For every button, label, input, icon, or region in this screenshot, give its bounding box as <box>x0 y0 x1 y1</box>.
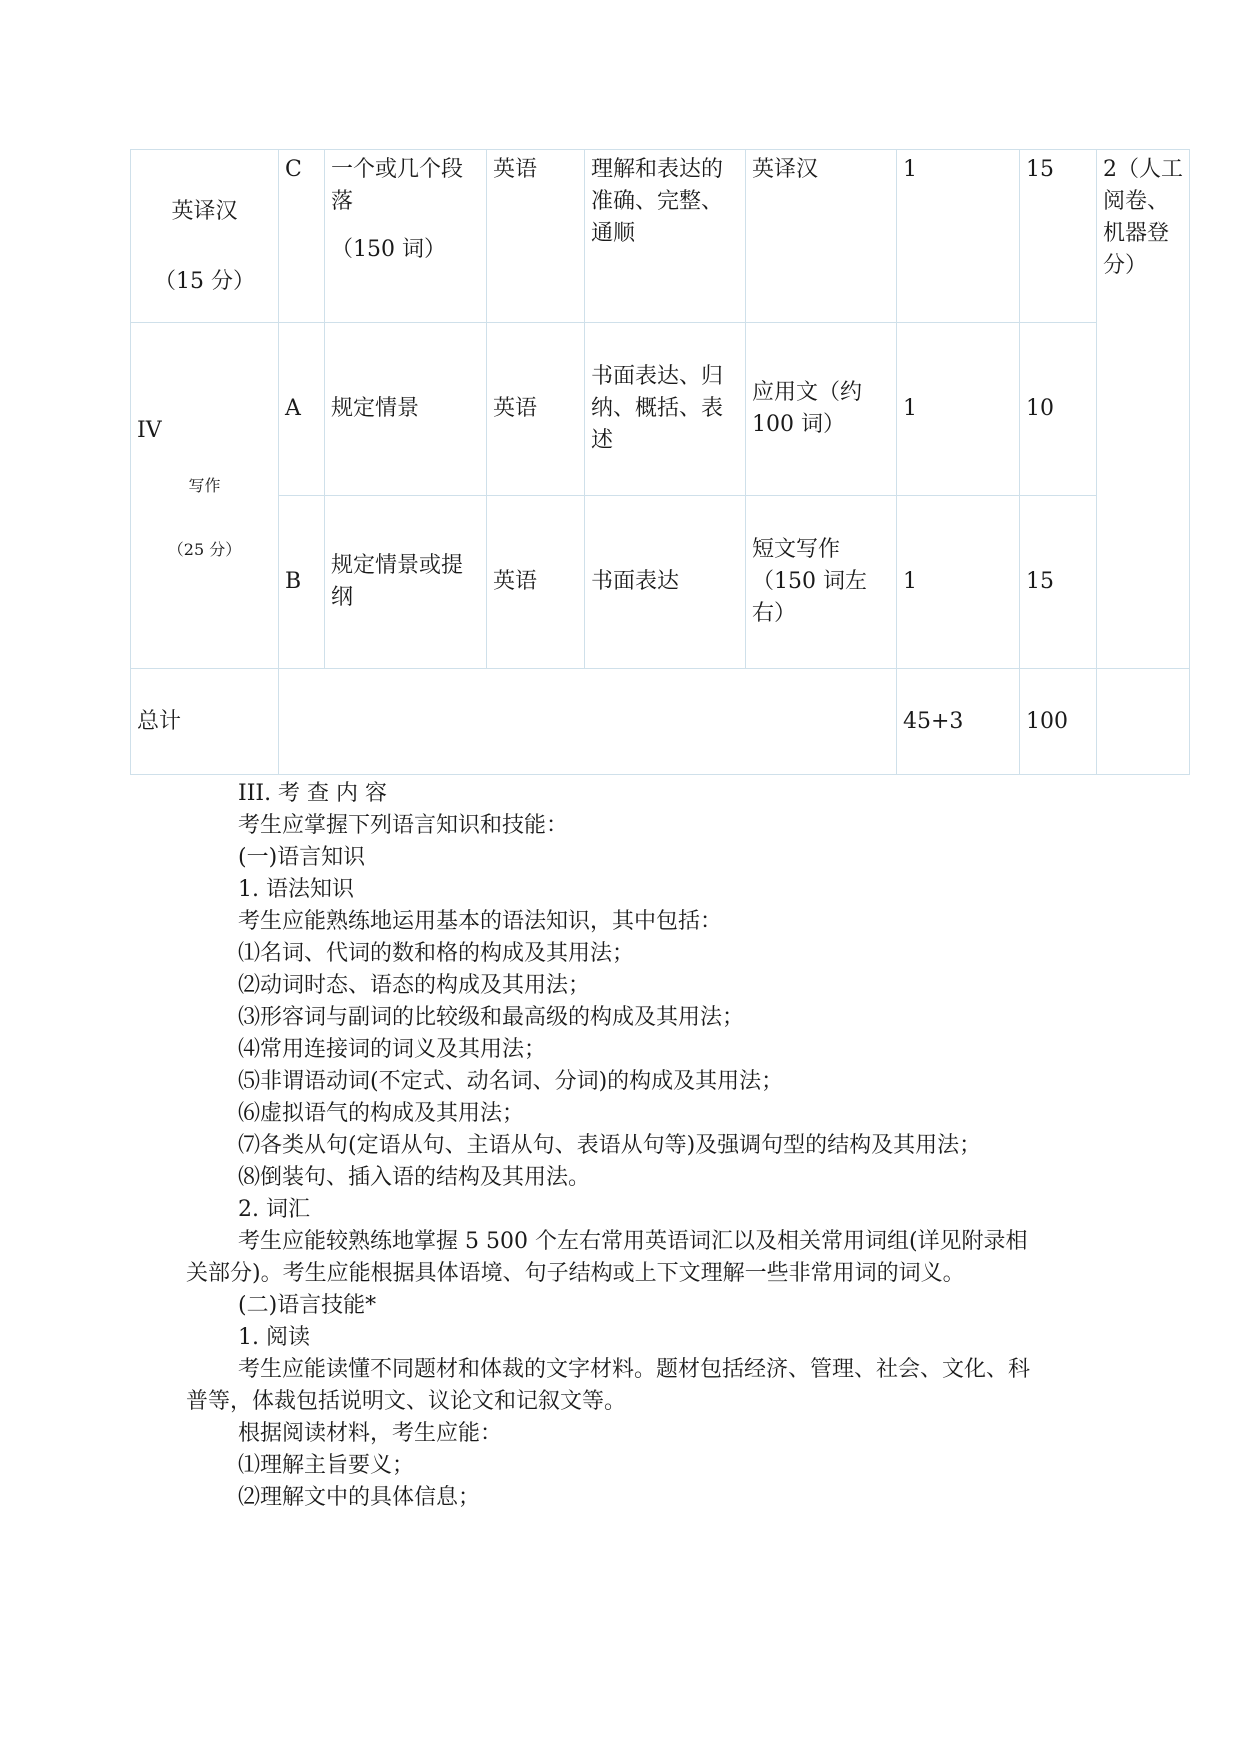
subheading: 2. 词汇 <box>238 1197 310 1222</box>
material-extra: （150 词） <box>331 237 446 262</box>
list-item: ⑵理解文中的具体信息； <box>238 1485 481 1510</box>
skill-cell: 书面表达、归纳、概括、表述 <box>585 323 746 496</box>
section-name: 写作 <box>188 476 221 495</box>
subheading: 1. 语法知识 <box>238 877 354 902</box>
part-cell: C <box>279 150 325 323</box>
list-item: ⑷常用连接词的词义及其用法； <box>238 1037 547 1062</box>
material-cell: 规定情景 <box>325 323 487 496</box>
language-cell: 英语 <box>487 150 585 323</box>
list-item: ⑺各类从句(定语从句、主语从句、表语从句等)及强调句型的结构及其用法； <box>238 1133 982 1158</box>
subheading: (二)语言技能* <box>238 1293 377 1318</box>
table-row-translation <box>131 150 1190 323</box>
list-item: ⑴名词、代词的数和格的构成及其用法； <box>238 941 635 966</box>
type-cell: 英译汉 <box>746 150 897 323</box>
score-cell: 15 <box>1020 496 1097 669</box>
table-row-total <box>131 669 1190 775</box>
list-item: ⑹虚拟语气的构成及其用法； <box>238 1101 525 1126</box>
total-count: 45+3 <box>897 669 1020 775</box>
language-cell: 英语 <box>487 323 585 496</box>
part-cell: B <box>279 496 325 669</box>
language-cell: 英语 <box>487 496 585 669</box>
section-heading: III. 考 查 内 容 <box>238 781 388 806</box>
list-item: ⑶形容词与副词的比较级和最高级的构成及其用法； <box>238 1005 745 1030</box>
section-cell-translation <box>131 150 279 323</box>
paragraph: 考生应能较熟练地掌握 5 500 个左右常用英语词汇以及相关常用词组(详见附录相关部分)。考生应能根据具体语境、句子结构或上下文理解一些非常用词的词义。 <box>186 1229 1028 1286</box>
list-item: ⑻倒装句、插入语的结构及其用法。 <box>238 1165 591 1190</box>
paragraph: 考生应掌握下列语言知识和技能： <box>238 813 569 838</box>
score-cell: 10 <box>1020 323 1097 496</box>
exam-structure-table <box>130 149 1190 775</box>
subheading: 1. 阅读 <box>238 1325 310 1350</box>
count-cell: 1 <box>897 150 1020 323</box>
section-points: （15 分） <box>154 269 255 294</box>
paragraph: 考生应能熟练地运用基本的语法知识，其中包括： <box>238 909 723 934</box>
section-points: （25 分） <box>167 540 242 559</box>
material-cell <box>325 150 487 323</box>
count-cell: 1 <box>897 323 1020 496</box>
material-cell: 规定情景或提纲 <box>325 496 487 669</box>
paragraph: 根据阅读材料，考生应能： <box>238 1421 503 1446</box>
count-cell: 1 <box>897 496 1020 669</box>
type-cell: 短文写作（150 词左右） <box>746 496 897 669</box>
list-item: ⑴理解主旨要义； <box>238 1453 415 1478</box>
total-score: 100 <box>1020 669 1097 775</box>
section-numeral: IV <box>137 418 162 443</box>
list-item: ⑸非谓语动词(不定式、动名词、分词)的构成及其用法； <box>238 1069 784 1094</box>
total-blank <box>279 669 897 775</box>
total-label: 总计 <box>131 669 279 775</box>
section-cell-writing <box>131 323 279 669</box>
exam-content-text <box>186 778 1046 1514</box>
score-cell: 15 <box>1020 150 1097 323</box>
skill-cell: 理解和表达的准确、完整、通顺 <box>585 150 746 323</box>
material-text: 一个或几个段落 <box>331 157 464 214</box>
paragraph: 考生应能读懂不同题材和体裁的文字材料。题材包括经济、管理、社会、文化、科普等，体裁包括说明文、议论文和记叙文等。 <box>186 1357 1031 1414</box>
marking-cell: 2（人工阅卷、机器登分） <box>1097 150 1190 669</box>
subheading: (一)语言知识 <box>238 845 366 870</box>
part-cell: A <box>279 323 325 496</box>
table-row-writing-b <box>131 496 1190 669</box>
table-row-writing-a <box>131 323 1190 496</box>
total-marking-blank <box>1097 669 1190 775</box>
section-name: 英译汉 <box>171 199 238 224</box>
list-item: ⑵动词时态、语态的构成及其用法； <box>238 973 591 998</box>
type-cell: 应用文（约 100 词） <box>746 323 897 496</box>
skill-cell: 书面表达 <box>585 496 746 669</box>
